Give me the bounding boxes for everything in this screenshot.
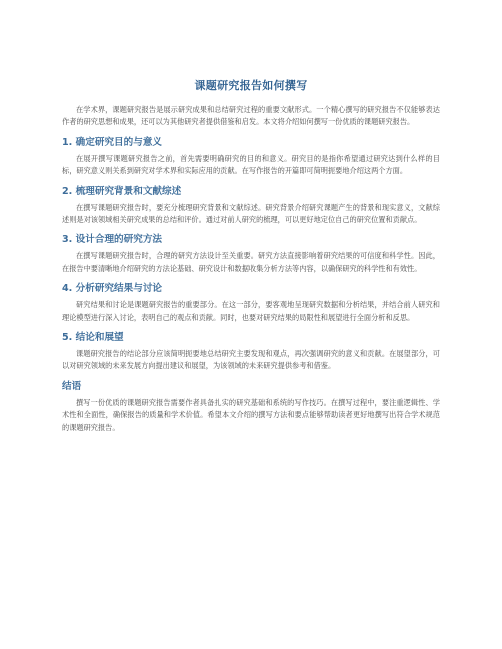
- section-heading-2: 2. 梳理研究背景和文献综述: [62, 185, 182, 197]
- section-heading-5: 5. 结论和展望: [62, 332, 124, 344]
- section-heading-4: 4. 分析研究结果与讨论: [62, 283, 163, 295]
- document-title: 课题研究报告如何撰写: [194, 79, 308, 92]
- intro-paragraph: 在学术界，课题研究报告是展示研究成果和总结研究过程的重要文献形式。一个精心撰写的研究报告不仅能够表达作者的研究思想和成果，还可以为其他研究者提供借鉴和启发。本文将介绍如何撰写一份优质的课题研究报告。: [62, 105, 440, 127]
- section-body-3: 在撰写课题研究报告时，合理的研究方法设计至关重要。研究方法直接影响着研究结果的可信度和科学性。因此，在报告中要清晰地介绍研究的方法论基础、研究设计和数据收集分析方法等内容，以确保研究的科学性和有效性。: [62, 251, 440, 273]
- section-body-4: 研究结果和讨论是课题研究报告的重要部分。在这一部分，要客观地呈现研究数据和分析结果，并结合前人研究和理论模型进行深入讨论，表明自己的观点和贡献。同时，也要对研究结果的局限性和展望进行全面分析和反思。: [62, 300, 440, 322]
- section-body-1: 在展开撰写课题研究报告之前，首先需要明确研究的目的和意义。研究目的是指你希望通过研究达到什么样的目标，研究意义则关系到研究对学术界和实际应用的贡献。在写作报告的开篇即可简明扼要地介绍这两个方面。: [62, 153, 440, 176]
- conclusion-heading: 结语: [62, 380, 82, 392]
- section-body-5: 课题研究报告的结论部分应该简明扼要地总结研究主要发现和观点，再次强调研究的意义和贡献。在展望部分，可以对研究领域的未来发展方向提出建议和展望，为该领域的未来研究提供参考和借鉴。: [62, 349, 440, 371]
- document-page: [62, 72, 440, 434]
- conclusion-body: 撰写一份优质的课题研究报告需要作者具备扎实的研究基础和系统的写作技巧。在撰写过程中，要注重逻辑性、学术性和全面性，确保报告的质量和学术价值。希望本文介绍的撰写方法和要点能够帮助读者更好地撰写出符合学术规范的课题研究报告。: [62, 397, 440, 432]
- section-heading-1: 1. 确定研究目的与意义: [62, 136, 163, 148]
- section-body-2: 在撰写课题研究报告时，要充分梳理研究背景和文献综述。研究背景介绍研究课题产生的背景和现实意义，文献综述则是对该领域相关研究成果的总结和评价。通过对前人研究的梳理，可以更好地定位自己的研究位置和贡献点。: [62, 202, 440, 225]
- section-heading-3: 3. 设计合理的研究方法: [62, 234, 163, 246]
